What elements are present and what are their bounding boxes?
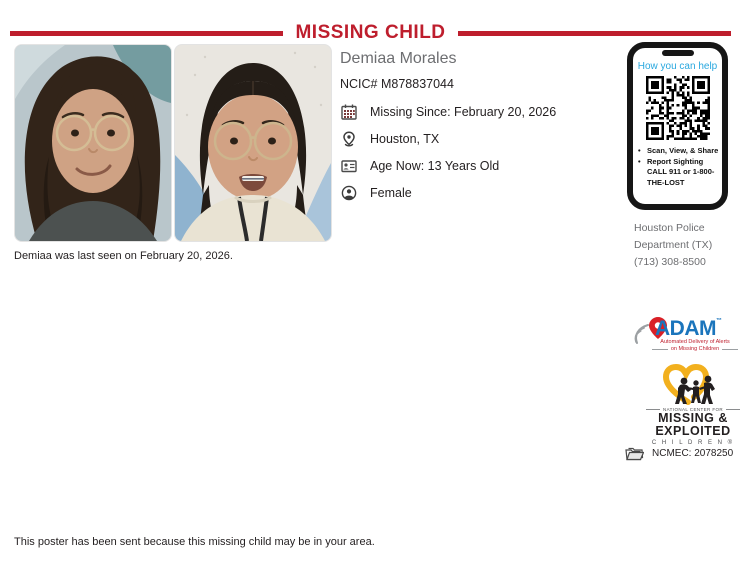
adam-tagline-line2: on Missing Children bbox=[652, 346, 738, 353]
agency-name-line1: Houston Police bbox=[634, 222, 705, 234]
agency-phone: (713) 308-8500 bbox=[634, 255, 706, 268]
child-photo-2-illustration bbox=[175, 45, 331, 241]
ncic-number: NCIC# M878837044 bbox=[340, 77, 454, 91]
ncmec-heart-icon bbox=[658, 364, 728, 406]
help-phone-panel bbox=[627, 42, 728, 210]
ncmec-case-number: NCMEC: 2078250 bbox=[652, 448, 734, 459]
id-card-icon bbox=[340, 157, 357, 174]
header-rule-right bbox=[458, 31, 731, 36]
footer-notice: This poster has been sent because this missing child may be in your area. bbox=[14, 536, 375, 548]
child-photo-1-illustration bbox=[15, 45, 171, 241]
bullet-dot: • bbox=[638, 156, 641, 166]
case-number-row bbox=[625, 446, 733, 461]
location-text: Houston, TX bbox=[370, 131, 440, 146]
help-bullet-2-text: Report Sighting CALL 911 or 1-800-THE-LOST bbox=[647, 156, 715, 187]
missing-since-text: Missing Since: February 20, 2026 bbox=[370, 104, 557, 119]
help-bullet-1 bbox=[638, 146, 719, 157]
ncmec-logo-line3: EXPLOITED bbox=[655, 424, 731, 439]
sex-text: Female bbox=[370, 185, 412, 200]
ncmec-logo bbox=[646, 364, 740, 446]
ncmec-logo-line1: NATIONAL CENTER FOR bbox=[646, 407, 740, 412]
detail-row-location bbox=[340, 130, 610, 147]
qr-code[interactable] bbox=[646, 76, 710, 140]
detail-row-age bbox=[340, 157, 610, 174]
child-name: Demiaa Morales bbox=[340, 50, 457, 67]
location-pin-icon bbox=[340, 130, 357, 147]
calendar-icon bbox=[340, 103, 357, 120]
adam-tagline-line1: Automated Delivery of Alerts bbox=[660, 339, 730, 345]
person-icon bbox=[340, 184, 357, 201]
ncmec-logo-line4: C H I L D R E N ® bbox=[651, 440, 735, 447]
child-photo-1 bbox=[14, 44, 172, 242]
adam-logo-wordmark: ADAM™ bbox=[655, 317, 722, 340]
detail-row-sex bbox=[340, 184, 610, 201]
help-heading: How you can help bbox=[637, 61, 718, 72]
detail-row-missing-since bbox=[340, 103, 610, 120]
age-text: Age Now: 13 Years Old bbox=[370, 158, 500, 173]
child-details bbox=[340, 50, 610, 211]
poster-title: MISSING CHILD bbox=[295, 22, 446, 43]
child-photos bbox=[14, 44, 332, 242]
phone-notch bbox=[662, 50, 694, 56]
ncmec-logo-line2: MISSING & bbox=[658, 411, 728, 425]
folder-icon bbox=[625, 446, 644, 461]
adam-trademark: ™ bbox=[716, 318, 722, 324]
help-bullet-1-text: Scan, View, & Share bbox=[647, 146, 719, 155]
poster-header bbox=[10, 22, 731, 44]
header-rule-left bbox=[10, 31, 283, 36]
last-seen-caption: Demiaa was last seen on February 20, 2026. bbox=[14, 250, 233, 262]
adam-logo bbox=[628, 318, 738, 358]
bullet-dot: • bbox=[638, 146, 641, 155]
adam-logo-tagline bbox=[652, 339, 738, 353]
child-photo-2 bbox=[174, 44, 332, 242]
agency-contact bbox=[634, 220, 712, 270]
help-bullet-2 bbox=[638, 157, 719, 189]
agency-name-line2: Department (TX) bbox=[634, 238, 713, 251]
help-bullets bbox=[638, 146, 719, 188]
